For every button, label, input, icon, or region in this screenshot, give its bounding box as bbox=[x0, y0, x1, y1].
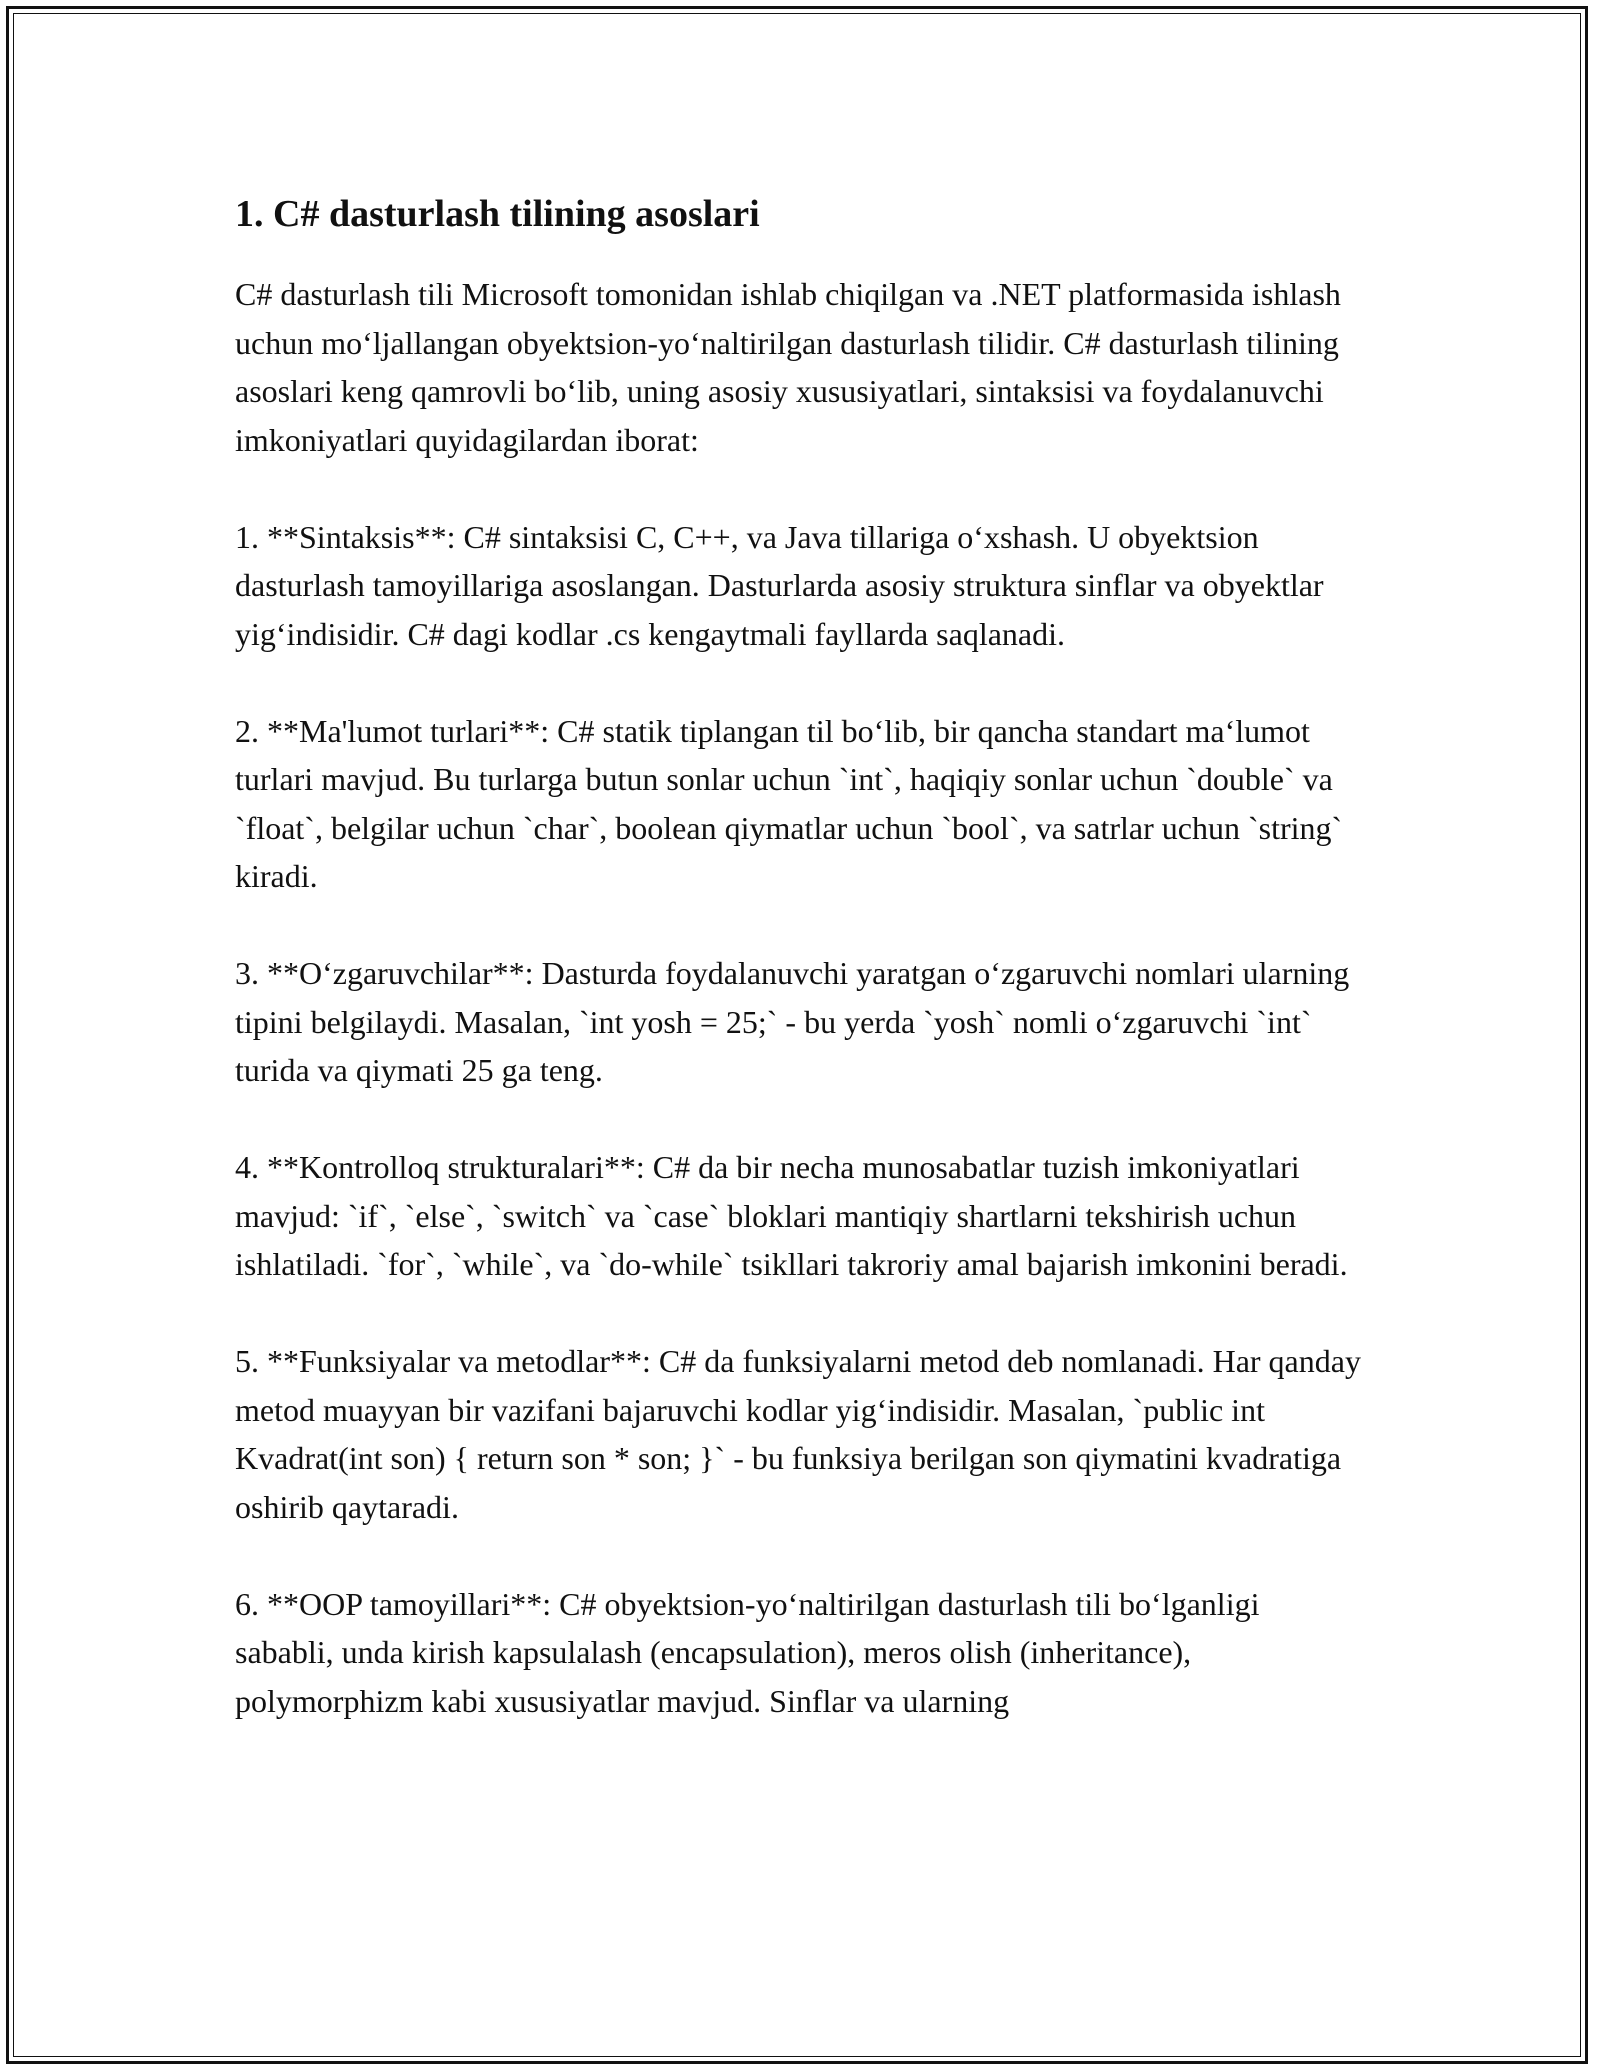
section-funksiyalar-va-metodlar: 5. **Funksiyalar va metodlar**: C# da funksiyalarni metod deb nomlanadi. Har qanday metod muayyan bir vazifani bajaruvchi kodlar yig‘indisidir. Masalan, `public int Kvadrat(int son) { return son * son; }` - bu funksiya berilgan son qiymatini kvadratiga oshirib qaytaradi. bbox=[235, 1343, 1361, 1525]
section-ozgaruvchilar: 3. **O‘zgaruvchilar**: Dasturda foydalanuvchi yaratgan o‘zgaruvchi nomlari ularning tipini belgilaydi. Masalan, `int yosh = 25;` - bu yerda `yosh` nomli o‘zgaruvchi `int` turida va qiymati 25 ga teng. bbox=[235, 955, 1350, 1088]
section-oop-tamoyillari: 6. **OOP tamoyillari**: C# obyektsion-yo‘naltirilgan dasturlash tili bo‘lganligi sababli, unda kirish kapsulalash (encapsulation), meros olish (inheritance), polymorphizm kabi xususiyatlar mavjud. Sinflar va ularning bbox=[235, 1585, 1260, 1719]
section-kontrolloq-strukturalari: 4. **Kontrolloq strukturalari**: C# da bir necha munosabatlar tuzish imkoniyatlari mavjud: `if`, `else`, `switch` va `case` bloklari mantiqiy shartlarni tekshirish uchun ishlatiladi. `for`, `while`, va `do-while` tsikllari takroriy amal bajarish imkonini beradi. bbox=[235, 1149, 1348, 1282]
document-title: 1. C# dasturlash tilining asoslari bbox=[235, 193, 760, 235]
section-malumot-turlari: 2. **Ma'lumot turlari**: C# statik tiplangan til bo‘lib, bir qancha standart ma‘lumot turlari mavjud. Bu turlarga butun sonlar uchun `int`, haqiqiy sonlar uchun `double` va `float`, belgilar uchun `char`, boolean qiymatlar uchun `bool`, va satrlar uchun `string` kiradi. bbox=[235, 712, 1343, 894]
section-sintaksis: 1. **Sintaksis**: C# sintaksisi C, C++, va Java tillariga o‘xshash. U obyektsion dasturlash tamoyillariga asoslangan. Dasturlarda asosiy struktura sinflar va obyektlar yig‘indisidir. C# dagi kodlar .cs kengaytmali fayllarda saqlanadi. bbox=[235, 518, 1324, 652]
intro-paragraph: C# dasturlash tili Microsoft tomonidan ishlab chiqilgan va .NET platformasida ishlash uchun mo‘ljallangan obyektsion-yo‘naltirilgan dasturlash tilidir. C# dasturlash tilining asoslari keng qamrovli bo‘lib, uning asosiy xususiyatlari, sintaksisi va foydalanuvchi imkoniyatlari quyidagilardan iborat: bbox=[235, 276, 1341, 458]
document-body bbox=[235, 188, 1365, 1774]
